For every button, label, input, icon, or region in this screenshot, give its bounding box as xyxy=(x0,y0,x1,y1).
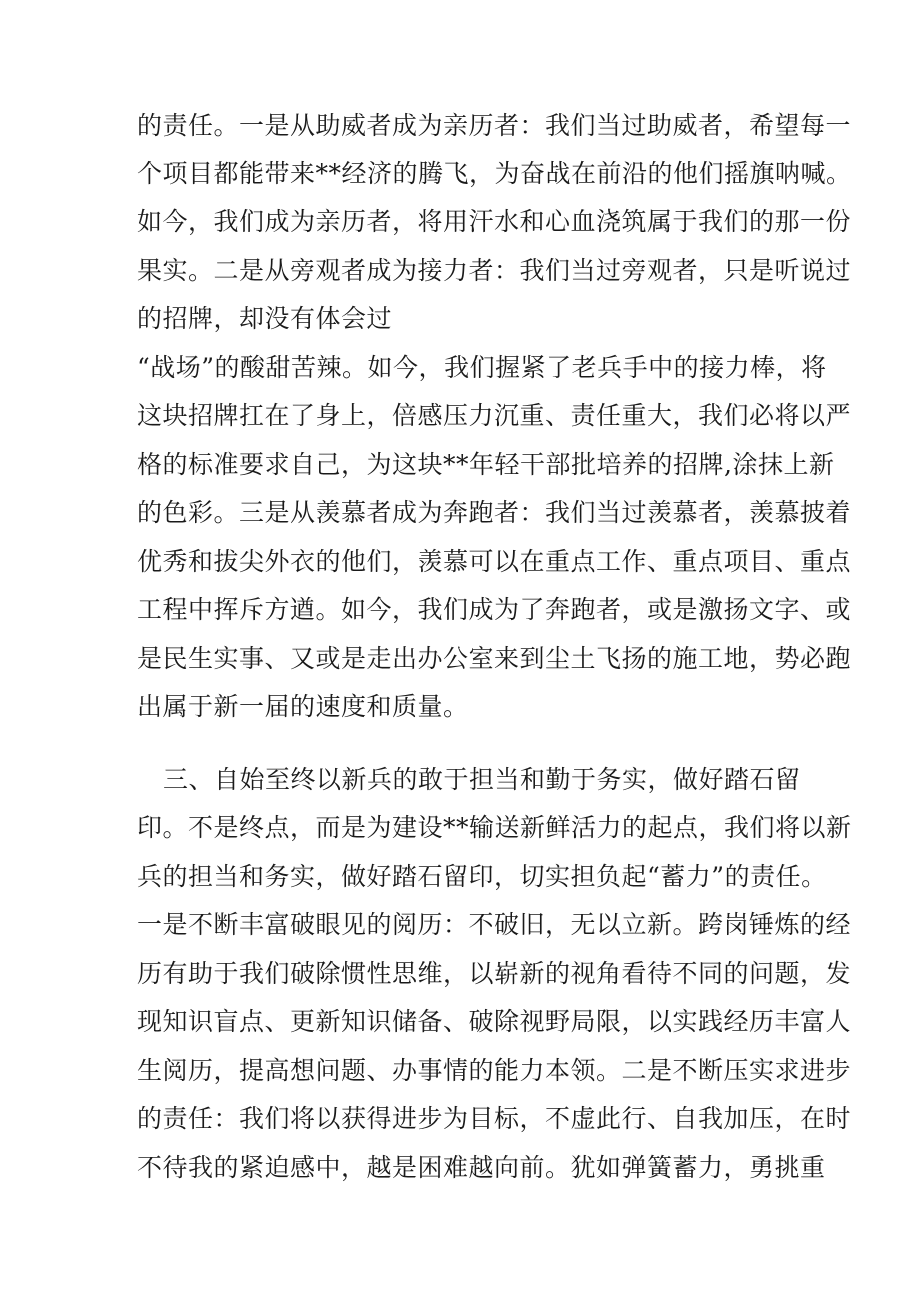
text-line: 的责任。一是从助威者成为亲历者：我们当过助威者，希望每一 xyxy=(137,111,852,140)
text-line: 优秀和拔尖外衣的他们，羡慕可以在重点工作、重点项目、重点 xyxy=(137,547,852,576)
section-heading-line: 三、自始至终以新兵的敢于担当和勤于务实，做好踏石留 xyxy=(163,765,801,794)
text-line: 工程中挥斥方遒。如今，我们成为了奔跑者，或是激扬文字、或 xyxy=(137,595,852,624)
text-line: 如今，我们成为亲历者，将用汗水和心血浇筑属于我们的那一份 xyxy=(137,207,852,236)
text-line: 这块招牌扛在了身上，倍感压力沉重、责任重大，我们必将以严 xyxy=(137,401,852,430)
text-line: 的色彩。三是从羡慕者成为奔跑者：我们当过羡慕者，羡慕披着 xyxy=(137,498,852,527)
text-line: 兵的担当和务实，做好踏石留印，切实担负起“蓄力”的责任。 xyxy=(137,862,827,891)
text-line: 格的标准要求自己，为这块**年轻干部批培养的招牌,涂抹上新 xyxy=(137,450,835,479)
text-line: 现知识盲点、更新知识储备、破除视野局限，以实践经历丰富人 xyxy=(137,1007,852,1036)
text-line: 生阅历，提高想问题、办事情的能力本领。二是不断压实求进步 xyxy=(137,1056,852,1085)
text-line: 印。不是终点，而是为建设**输送新鲜活力的起点，我们将以新 xyxy=(137,813,852,842)
text-line: 一是不断丰富破眼见的阅历：不破旧，无以立新。跨岗锤炼的经 xyxy=(137,910,852,939)
text-line: 果实。二是从旁观者成为接力者：我们当过旁观者，只是听说过 xyxy=(137,256,852,285)
text-line: 历有助于我们破除惯性思维，以崭新的视角看待不同的问题，发 xyxy=(137,959,852,988)
text-line: “战场”的酸甜苦辣。如今，我们握紧了老兵手中的接力棒，将 xyxy=(137,353,827,382)
text-line: 不待我的紧迫感中，越是困难越向前。犹如弹簧蓄力，勇挑重 xyxy=(137,1153,826,1182)
text-line: 个项目都能带来**经济的腾飞，为奋战在前沿的他们摇旗呐喊。 xyxy=(137,159,852,188)
text-line: 是民生实事、又或是走出办公室来到尘土飞扬的施工地，势必跑 xyxy=(137,644,852,673)
text-line: 的责任：我们将以获得进步为目标，不虚此行、自我加压，在时 xyxy=(137,1104,852,1133)
text-line: 的招牌，却没有体会过 xyxy=(137,304,393,333)
text-line: 出属于新一届的速度和质量。 xyxy=(137,692,469,721)
